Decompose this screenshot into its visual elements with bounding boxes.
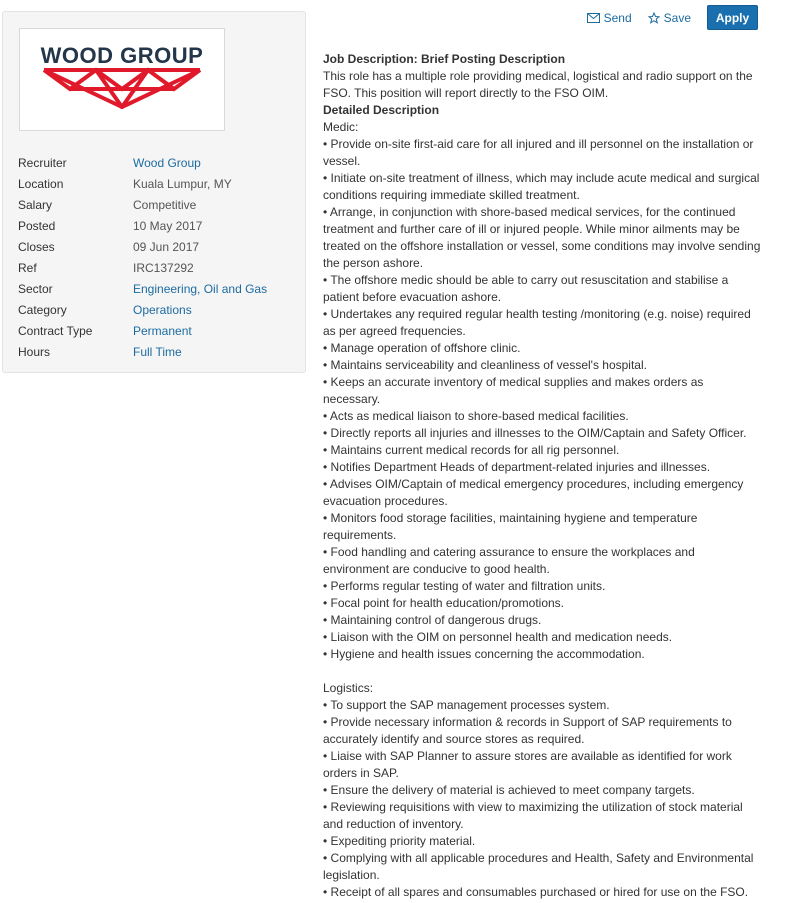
duty-item: • Initiate on-site treatment of illness, which may include acute medical and surgical conditions requiring immediate skilled treatment.	[323, 171, 760, 202]
detailed-heading: Detailed Description	[323, 103, 440, 117]
detail-row-recruiter	[18, 152, 298, 173]
duty-item: • Maintaining control of dangerous drugs.	[323, 613, 542, 627]
duty-item: • Food handling and catering assurance to ensure the workplaces and environment are conducive to good health.	[323, 545, 695, 576]
detail-value: 09 Jun 2017	[133, 239, 200, 254]
detail-row-salary	[18, 194, 298, 215]
detail-label: Closes	[18, 239, 55, 254]
detail-label: Sector	[18, 281, 53, 296]
detail-value: Competitive	[133, 197, 197, 212]
detail-row-contract-type	[18, 320, 298, 341]
detail-label: Recruiter	[18, 155, 67, 170]
detail-label: Contract Type	[18, 323, 93, 338]
detail-value: Kuala Lumpur, MY	[133, 176, 232, 191]
detail-row-hours	[18, 341, 298, 362]
company-logo	[19, 28, 225, 131]
detail-value: 10 May 2017	[133, 218, 203, 233]
detail-link[interactable]: Engineering, Oil and Gas	[133, 281, 268, 296]
duty-item: • Maintains current medical records for all rig personnel.	[323, 443, 620, 457]
duty-item: • Reviewing requisitions with view to maximizing the utilization of stock material and reduction of inventory.	[323, 800, 743, 831]
logistics-duties-list	[323, 697, 763, 901]
duty-item: • Undertakes any required regular health testing /monitoring (e.g. noise) required as per agreed frequencies.	[323, 307, 751, 338]
duty-item: • Liaison with the OIM on personnel health and medication needs.	[323, 630, 673, 644]
brief-text: This role has a multiple role providing medical, logistical and radio support on the FSO. This position will report directly to the FSO OIM.	[323, 69, 753, 100]
medic-heading: Medic:	[323, 120, 359, 134]
detail-row-category	[18, 299, 298, 320]
job-description	[323, 51, 763, 901]
detail-row-ref	[18, 257, 298, 278]
duty-item: • Receipt of all spares and consumables purchased or hired for use on the FSO.	[323, 885, 749, 899]
duty-item: • The offshore medic should be able to carry out resuscitation and stabilise a patient before evacuation ashore.	[323, 273, 729, 304]
send-label: Send	[603, 10, 632, 25]
detail-link[interactable]: Permanent	[133, 323, 192, 338]
detail-value: IRC137292	[133, 260, 194, 275]
detail-row-location	[18, 173, 298, 194]
detail-label: Location	[18, 176, 64, 191]
duty-item: • Hygiene and health issues concerning the accommodation.	[323, 647, 645, 661]
logo-text: WOOD GROUP	[40, 43, 204, 68]
detail-link[interactable]: Operations	[133, 302, 192, 317]
apply-button[interactable]: Apply	[707, 5, 758, 30]
detail-link[interactable]: Full Time	[133, 344, 182, 359]
envelope-icon	[587, 13, 600, 23]
job-details-table	[18, 152, 298, 362]
duty-item: • Performs regular testing of water and filtration units.	[323, 579, 606, 593]
duty-item: • Arrange, in conjunction with shore-based medical services, for the continued treatment and further care of ill or injured people. While minor ailments may be treated on the offshore installation or vessel, some conditions may involve sending the person ashore.	[323, 205, 761, 270]
detail-label: Salary	[18, 197, 53, 212]
job-actions	[587, 5, 758, 30]
brief-heading: Job Description: Brief Posting Description	[323, 52, 566, 66]
save-label: Save	[663, 10, 691, 25]
save-button[interactable]	[648, 11, 691, 25]
detail-link[interactable]: Wood Group	[133, 155, 201, 170]
duty-item: • Provide on-site first-aid care for all injured and ill personnel on the installation or vessel.	[323, 137, 754, 168]
duty-item: • Maintains serviceability and cleanliness of vessel's hospital.	[323, 358, 647, 372]
logo-mark-icon	[42, 67, 202, 109]
duty-item: • Ensure the delivery of material is achieved to meet company targets.	[323, 783, 695, 797]
duty-item: • Provide necessary information & records in Support of SAP requirements to accurately identify and source stores as required.	[323, 715, 732, 746]
duty-item: • Complying with all applicable procedures and Health, Safety and Environmental legislation.	[323, 851, 754, 882]
detail-label: Posted	[18, 218, 56, 233]
detail-row-sector	[18, 278, 298, 299]
medic-duties-list	[323, 136, 763, 663]
duty-item: • Manage operation of offshore clinic.	[323, 341, 521, 355]
detail-label: Ref	[18, 260, 37, 275]
detail-label: Category	[18, 302, 67, 317]
duty-item: • Expediting priority material.	[323, 834, 476, 848]
detail-row-closes	[18, 236, 298, 257]
duty-item: • Keeps an accurate inventory of medical supplies and makes orders as necessary.	[323, 375, 704, 406]
duty-item: • Directly reports all injuries and illnesses to the OIM/Captain and Safety Officer.	[323, 426, 747, 440]
detail-row-posted	[18, 215, 298, 236]
logistics-heading: Logistics:	[323, 681, 374, 695]
duty-item: • Advises OIM/Captain of medical emergency procedures, including emergency evacuation procedures.	[323, 477, 744, 508]
duty-item: • Acts as medical liaison to shore-based medical facilities.	[323, 409, 629, 423]
duty-item: • Liaise with SAP Planner to assure stores are available as identified for work orders in SAP.	[323, 749, 732, 780]
job-summary-panel	[2, 11, 306, 373]
detail-label: Hours	[18, 344, 51, 359]
duty-item: • Focal point for health education/promotions.	[323, 596, 565, 610]
duty-item: • Monitors food storage facilities, maintaining hygiene and temperature requirements.	[323, 511, 698, 542]
send-button[interactable]	[587, 11, 632, 25]
star-icon	[648, 12, 660, 24]
duty-item: • Notifies Department Heads of department-related injuries and illnesses.	[323, 460, 711, 474]
duty-item: • To support the SAP management processes system.	[323, 698, 610, 712]
